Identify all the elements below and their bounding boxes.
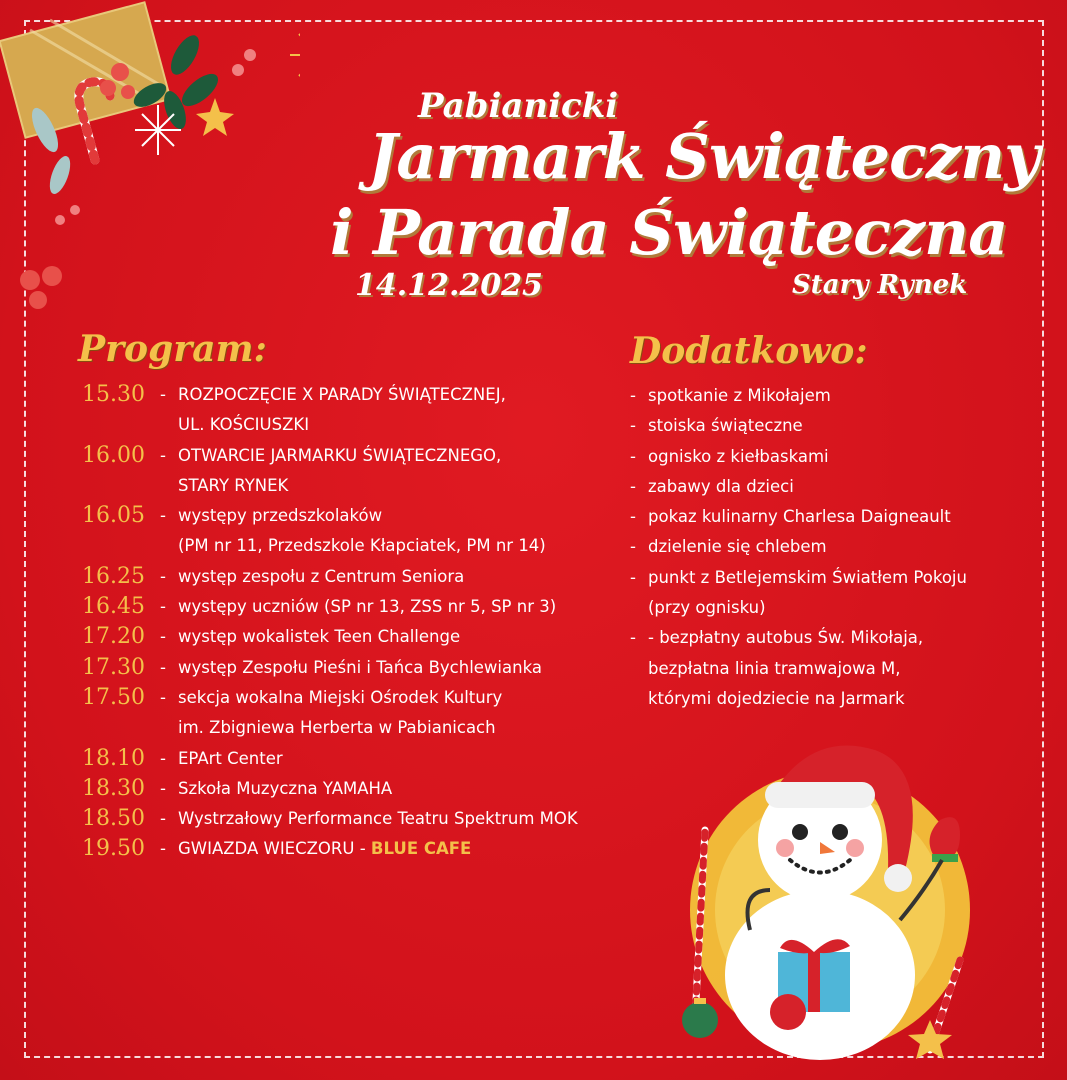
program-line-text: występy uczniów (SP nr 13, ZSS nr 5, SP nr 3): [178, 597, 557, 617]
program-line: [178, 410, 642, 440]
program-line: [178, 774, 642, 804]
program-line: [178, 653, 642, 683]
program-line: [178, 592, 642, 622]
extras-line: ognisko z kiełbaskami: [648, 446, 829, 466]
program-description: [178, 562, 642, 592]
bullet-dash: -: [630, 567, 636, 587]
extras-item: [630, 411, 1010, 441]
bullet-dash: -: [630, 416, 636, 436]
bullet-dash: -: [160, 506, 166, 526]
program-item: [82, 622, 642, 652]
extras-list: [630, 381, 1010, 714]
program-heading: Program:: [78, 328, 267, 370]
firework-burst-icon: [290, 25, 300, 85]
extras-item: [630, 472, 1010, 502]
extras-description: [648, 442, 829, 472]
program-item: [82, 744, 642, 774]
program-line: [178, 471, 642, 501]
program-description: [178, 441, 642, 502]
program-item: [82, 653, 642, 683]
extras-line: (przy ognisku): [648, 598, 766, 618]
program-line-text: występ zespołu z Centrum Seniora: [178, 566, 465, 586]
program-description: [178, 622, 642, 652]
extras-line: stoiska świąteczne: [648, 416, 803, 436]
program-line-text: występy przedszkolaków: [178, 506, 383, 526]
program-line-text: EPArt Center: [178, 748, 283, 768]
program-line-text: GWIAZDA WIECZORU -: [178, 839, 371, 859]
program-item: [82, 562, 642, 592]
event-date: 14.12.2025: [355, 268, 543, 303]
program-line-text: OTWARCIE JARMARKU ŚWIĄTECZNEGO,: [178, 445, 502, 465]
program-line-text: UL. KOŚCIUSZKI: [178, 415, 310, 435]
extras-item: [630, 442, 1010, 472]
program-item: [82, 592, 642, 622]
extras-line: pokaz kulinarny Charlesa Daigneault: [648, 507, 951, 527]
extras-item: [630, 563, 1010, 624]
extras-item: [630, 502, 1010, 532]
extras-description: [648, 381, 831, 411]
program-line-text: im. Zbigniewa Herberta w Pabianicach: [178, 718, 496, 738]
program-line-text: ROZPOCZĘCIE X PARADY ŚWIĄTECZNEJ,: [178, 385, 506, 404]
program-line-text: występ wokalistek Teen Challenge: [178, 627, 461, 647]
extras-description: [648, 532, 827, 562]
program-time: 18.10: [82, 745, 145, 771]
corner-decoration-illustration: [0, 0, 300, 330]
program-line: [178, 744, 642, 774]
program-item: [82, 804, 642, 834]
program-line: [178, 501, 642, 531]
program-description: [178, 683, 642, 744]
bullet-dash: -: [630, 476, 636, 496]
program-description: [178, 744, 642, 774]
program-line: [178, 713, 642, 743]
program-line-text: Wystrzałowy Performance Teatru Spektrum MOK: [178, 809, 578, 829]
program-item: [82, 441, 642, 502]
program-line: [178, 683, 642, 713]
program-item: [82, 834, 642, 864]
headliner-name: BLUE CAFE: [370, 839, 472, 859]
title-line-2: i Parada Świąteczna: [330, 196, 1008, 269]
program-item: [82, 380, 642, 441]
bullet-dash: -: [630, 628, 636, 648]
bullet-dash: -: [160, 809, 166, 829]
bullet-dash: -: [160, 839, 166, 859]
extras-line: którymi dojedziecie na Jarmark: [648, 688, 905, 708]
program-line: [178, 441, 642, 471]
bullet-dash: -: [160, 445, 166, 465]
program-time: 16.25: [82, 563, 145, 589]
extras-description: [648, 472, 794, 502]
bullet-dash: -: [630, 446, 636, 466]
ornament-ball-icon: [682, 998, 718, 1038]
program-time: 18.50: [82, 806, 145, 832]
program-line-text: sekcja wokalna Miejski Ośrodek Kultury: [178, 687, 503, 707]
program-time: 19.50: [82, 836, 145, 862]
extras-description: [648, 623, 923, 714]
program-time: 17.50: [82, 684, 145, 710]
program-description: [178, 653, 642, 683]
program-list: [82, 380, 642, 865]
extras-heading: Dodatkowo:: [630, 330, 868, 372]
program-description: [178, 501, 642, 562]
program-line-text: STARY RYNEK: [178, 475, 289, 495]
extras-description: [648, 563, 967, 624]
program-line: [178, 380, 642, 410]
program-item: [82, 501, 642, 562]
program-line: [178, 531, 642, 561]
program-line-text: (PM nr 11, Przedszkole Kłapciatek, PM nr 14): [178, 536, 546, 556]
extras-description: [648, 502, 951, 532]
bullet-dash: -: [630, 386, 636, 405]
bullet-dash: -: [630, 537, 636, 557]
program-line-text: występ Zespołu Pieśni i Tańca Bychlewianka: [178, 657, 542, 677]
extras-line: dzielenie się chlebem: [648, 537, 827, 557]
program-description: [178, 774, 642, 804]
extras-line: punkt z Betlejemskim Światłem Pokoju: [648, 567, 967, 587]
bullet-dash: -: [630, 507, 636, 527]
program-time: 16.05: [82, 503, 145, 529]
program-time: 15.30: [82, 382, 145, 407]
program-description: [178, 380, 642, 441]
program-line: [178, 804, 642, 834]
extras-item: [630, 623, 1010, 714]
extras-line: zabawy dla dzieci: [648, 476, 794, 496]
extras-item: [630, 381, 1010, 411]
extras-line: spotkanie z Mikołajem: [648, 386, 831, 405]
pre-title: Pabianicki: [418, 86, 619, 126]
snowman-illustration: [660, 720, 1000, 1060]
program-line: [178, 562, 642, 592]
bullet-dash: -: [160, 385, 166, 404]
bullet-dash: -: [160, 687, 166, 707]
bullet-dash: -: [160, 778, 166, 798]
program-description: [178, 592, 642, 622]
program-line: [178, 622, 642, 652]
bullet-dash: -: [160, 657, 166, 677]
bullet-dash: -: [160, 597, 166, 617]
program-time: 16.00: [82, 442, 145, 468]
candy-cane-left-icon: [695, 830, 705, 1020]
extras-line: bezpłatna linia tramwajowa M,: [648, 658, 901, 678]
program-time: 18.30: [82, 775, 145, 801]
star-icon: [196, 98, 234, 136]
event-location: Stary Rynek: [792, 270, 968, 300]
extras-line: - bezpłatny autobus Św. Mikołaja,: [648, 628, 924, 648]
program-description: [178, 834, 642, 864]
program-item: [82, 774, 642, 804]
bullet-dash: -: [160, 748, 166, 768]
program-time: 17.20: [82, 624, 145, 650]
program-time: 17.30: [82, 654, 145, 680]
program-time: 16.45: [82, 594, 145, 620]
extras-description: [648, 411, 803, 441]
program-description: [178, 804, 642, 834]
bullet-dash: -: [160, 566, 166, 586]
program-line-text: Szkoła Muzyczna YAMAHA: [178, 778, 393, 798]
program-item: [82, 683, 642, 744]
extras-item: [630, 532, 1010, 562]
title-line-1: Jarmark Świąteczny: [368, 120, 1040, 193]
program-line: [178, 834, 642, 864]
bullet-dash: -: [160, 627, 166, 647]
